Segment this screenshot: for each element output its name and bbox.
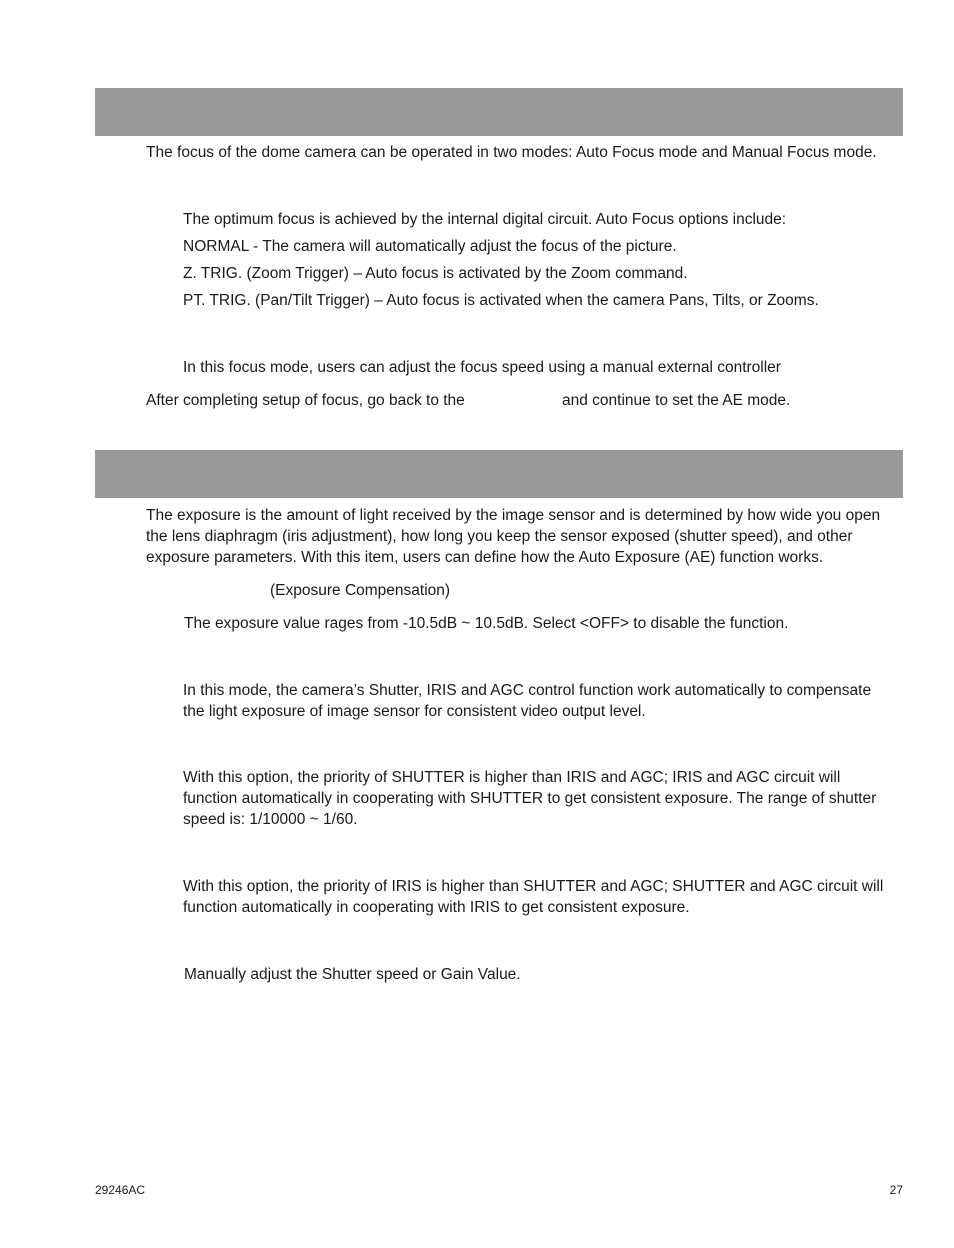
focus-after-setup-part1: After completing setup of focus, go back to the	[146, 392, 465, 409]
exposure-iris-priority-description: With this option, the priority of IRIS is higher than SHUTTER and AGC; SHUTTER and AGC circuit will function automatically in cooperating with IRIS to get consistent exposure.	[183, 878, 884, 916]
exposure-shutter-priority-description: With this option, the priority of SHUTTER is higher than IRIS and AGC; IRIS and AGC circuit will function automatically in cooperating with SHUTTER to get consistent exposure. The range of shutter speed is: 1/10000 ~ 1/60.	[183, 769, 877, 828]
footer-page-number: 27	[889, 1183, 903, 1197]
section-header-bar-focus	[95, 88, 903, 136]
exposure-manual-description: Manually adjust the Shutter speed or Gain Value.	[184, 966, 521, 983]
exposure-auto-description: In this mode, the camera’s Shutter, IRIS and AGC control function work automatically to compensate the light exposure of image sensor for consistent video output level.	[183, 682, 872, 720]
section-header-bar-exposure	[95, 450, 903, 498]
footer-document-number: 29246AC	[95, 1183, 146, 1197]
exposure-compensation-description: The exposure value rages from -10.5dB ~ 10.5dB. Select <OFF> to disable the function.	[184, 615, 789, 632]
manual-focus-description: In this focus mode, users can adjust the focus speed using a manual external controller	[183, 359, 781, 376]
exposure-intro: The exposure is the amount of light received by the image sensor and is determined by how wide you open the lens diaphragm (iris adjustment), how long you keep the sensor exposed (shutter speed), and other exposure parameters. With this item, users can define how the Auto Exposure (AE) function works.	[146, 507, 881, 566]
focus-option-pan-tilt-trigger: PT. TRIG. (Pan/Tilt Trigger) – Auto focus is activated when the camera Pans, Tilts, or Zooms.	[183, 292, 819, 309]
focus-intro: The focus of the dome camera can be operated in two modes: Auto Focus mode and Manual Focus mode.	[146, 144, 877, 161]
focus-option-normal: NORMAL - The camera will automatically adjust the focus of the picture.	[183, 238, 677, 255]
exposure-compensation-label: (Exposure Compensation)	[270, 582, 451, 599]
focus-after-setup-part2: and continue to set the AE mode.	[562, 392, 791, 409]
auto-focus-description: The optimum focus is achieved by the internal digital circuit. Auto Focus options include:	[183, 211, 787, 228]
focus-option-zoom-trigger: Z. TRIG. (Zoom Trigger) – Auto focus is activated by the Zoom command.	[183, 265, 688, 282]
